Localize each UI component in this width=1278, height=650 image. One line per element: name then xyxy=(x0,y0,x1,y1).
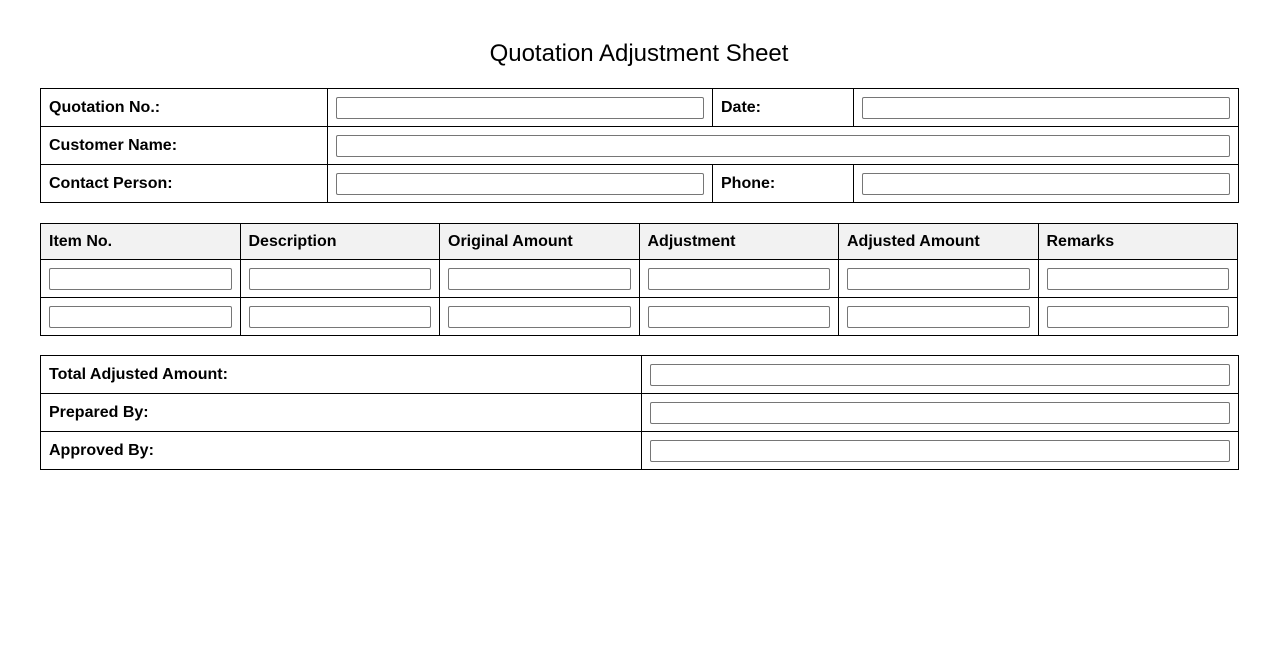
prepared-by-cell xyxy=(642,394,1239,432)
approved-row xyxy=(41,432,1239,470)
contact-person-label: Contact Person: xyxy=(41,165,328,203)
prepared-row xyxy=(41,394,1239,432)
quotation-row xyxy=(41,89,1239,127)
total-adjusted-amount-cell xyxy=(642,356,1239,394)
column-header-adjusted-amount: Adjusted Amount xyxy=(839,224,1039,260)
phone-cell xyxy=(854,165,1239,203)
contact-row xyxy=(41,165,1239,203)
customer-name-label: Customer Name: xyxy=(41,127,328,165)
original-amount-input[interactable] xyxy=(448,268,631,290)
table-cell xyxy=(41,260,241,298)
table-cell xyxy=(41,298,241,336)
date-label: Date: xyxy=(713,89,854,127)
quotation-no-cell xyxy=(328,89,713,127)
customer-name-cell xyxy=(328,127,1239,165)
total-adjusted-amount-input[interactable] xyxy=(650,364,1230,386)
remarks-input[interactable] xyxy=(1047,306,1230,328)
customer-row xyxy=(41,127,1239,165)
column-header-description: Description xyxy=(240,224,440,260)
items-header-row xyxy=(41,224,1238,260)
original-amount-input[interactable] xyxy=(448,306,631,328)
approved-by-cell xyxy=(642,432,1239,470)
table-cell xyxy=(839,260,1039,298)
approved-by-input[interactable] xyxy=(650,440,1230,462)
remarks-input[interactable] xyxy=(1047,268,1230,290)
quotation-no-input[interactable] xyxy=(336,97,704,119)
phone-input[interactable] xyxy=(862,173,1230,195)
page-title: Quotation Adjustment Sheet xyxy=(489,40,789,67)
description-input[interactable] xyxy=(249,306,432,328)
contact-person-cell xyxy=(328,165,713,203)
total-adjusted-amount-label: Total Adjusted Amount: xyxy=(41,356,642,394)
quotation-no-label: Quotation No.: xyxy=(41,89,328,127)
item-no-input[interactable] xyxy=(49,268,232,290)
adjusted-amount-input[interactable] xyxy=(847,268,1030,290)
items-table xyxy=(40,223,1238,336)
contact-person-input[interactable] xyxy=(336,173,704,195)
date-cell xyxy=(854,89,1239,127)
column-header-remarks: Remarks xyxy=(1038,224,1238,260)
adjusted-amount-input[interactable] xyxy=(847,306,1030,328)
date-input[interactable] xyxy=(862,97,1230,119)
table-cell xyxy=(1038,298,1238,336)
table-row xyxy=(41,298,1238,336)
approved-by-label: Approved By: xyxy=(41,432,642,470)
column-header-adjustment: Adjustment xyxy=(639,224,839,260)
table-row xyxy=(41,260,1238,298)
prepared-by-input[interactable] xyxy=(650,402,1230,424)
table-cell xyxy=(240,260,440,298)
table-cell xyxy=(839,298,1039,336)
table-cell xyxy=(240,298,440,336)
column-header-item-no: Item No. xyxy=(41,224,241,260)
phone-label: Phone: xyxy=(713,165,854,203)
quotation-header-table xyxy=(40,88,1239,203)
adjustment-input[interactable] xyxy=(648,306,831,328)
item-no-input[interactable] xyxy=(49,306,232,328)
table-cell xyxy=(639,260,839,298)
table-cell xyxy=(440,298,640,336)
description-input[interactable] xyxy=(249,268,432,290)
column-header-original-amount: Original Amount xyxy=(440,224,640,260)
customer-name-input[interactable] xyxy=(336,135,1230,157)
summary-table xyxy=(40,355,1239,470)
prepared-by-label: Prepared By: xyxy=(41,394,642,432)
table-cell xyxy=(1038,260,1238,298)
table-cell xyxy=(639,298,839,336)
adjustment-input[interactable] xyxy=(648,268,831,290)
table-cell xyxy=(440,260,640,298)
total-row xyxy=(41,356,1239,394)
